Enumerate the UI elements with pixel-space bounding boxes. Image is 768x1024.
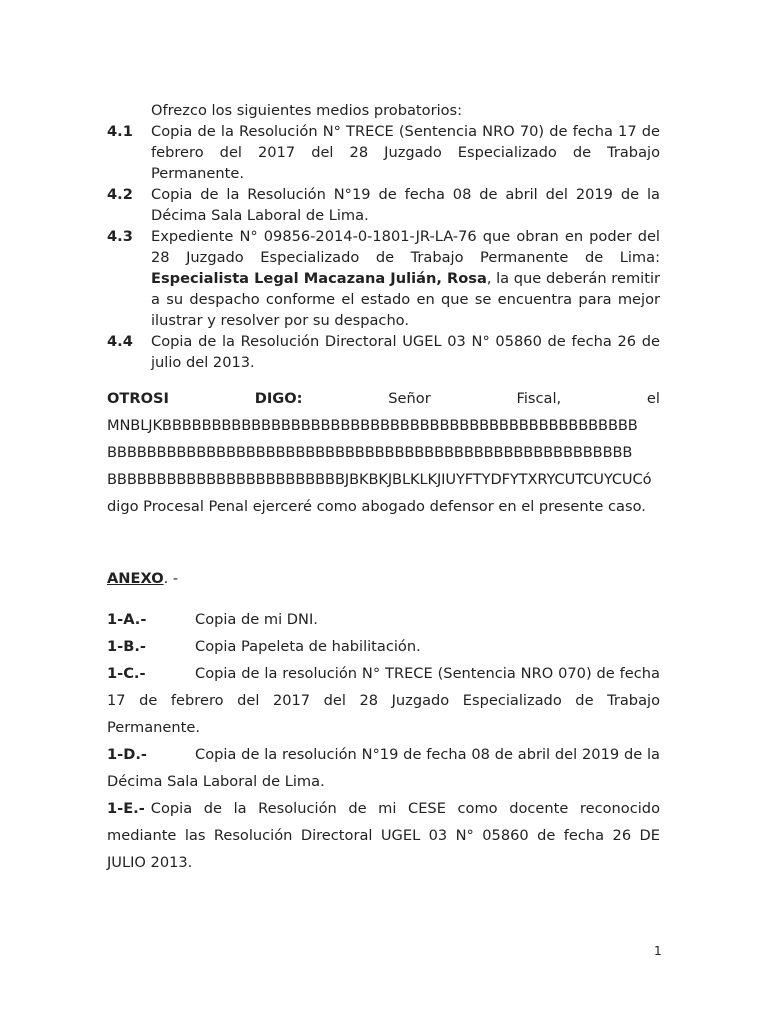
anexo-suffix: . - bbox=[163, 570, 179, 587]
anexo-item bbox=[107, 633, 660, 660]
anexo-item bbox=[107, 741, 660, 795]
item-text: Copia de la Resolución N°19 de fecha 08 de abril del 2019 de la Décima Sala Laboral de Lima. bbox=[151, 186, 660, 224]
otrosi-first-line bbox=[107, 385, 660, 412]
item-text bbox=[151, 226, 660, 331]
page-number: 1 bbox=[654, 944, 662, 958]
document-page bbox=[107, 100, 660, 876]
anexo-label: 1-A.- bbox=[107, 611, 147, 628]
evidence-item bbox=[107, 226, 660, 331]
otrosi-line: BBBBBBBBBBBBBBBBBBBBBBBBJBKBKJBLKLKJIUYFTYDFYTXRYCUTCUYCUCó bbox=[107, 471, 652, 488]
anexo-text: Copia de la Resolución de mi CESE como docente reconocido mediante las Resolución Directoral UGEL 03 N° 05860 de fecha 26 DE JULIO 2013. bbox=[107, 800, 660, 871]
fiscal-word: Fiscal, bbox=[516, 390, 562, 407]
otrosi-line: MNBLJKBBBBBBBBBBBBBBBBBBBBBBBBBBBBBBBBBBBBBBBBBBBBBBBB bbox=[107, 417, 638, 434]
anexo-item bbox=[107, 795, 660, 876]
evidence-item bbox=[107, 121, 660, 184]
anexo-list bbox=[107, 606, 660, 876]
item-text: Copia de la Resolución N° TRECE (Sentencia NRO 70) de fecha 17 de febrero del 2017 del 28 Juzgado Especializado de Trabajo Permanente. bbox=[151, 123, 660, 182]
otrosi-paragraph bbox=[107, 385, 660, 520]
item-number: 4.2 bbox=[107, 186, 133, 203]
item-number: 4.3 bbox=[107, 228, 133, 245]
item-text-before: Expediente N° 09856-2014-0-1801-JR-LA-76 que obran en poder del 28 Juzgado Especializado de Trabajo Permanente de Lima: bbox=[151, 228, 660, 266]
anexo-label: 1-B.- bbox=[107, 638, 146, 655]
item-number: 4.1 bbox=[107, 123, 133, 140]
item-number: 4.4 bbox=[107, 333, 133, 350]
anexo-title: ANEXO bbox=[107, 570, 164, 587]
item-text: Copia de la Resolución Directoral UGEL 03 N° 05860 de fecha 26 de julio del 2013. bbox=[151, 333, 660, 371]
intro-text: Ofrezco los siguientes medios probatorios: bbox=[151, 102, 463, 119]
anexo-item bbox=[107, 606, 660, 633]
anexo-label: 1-C.- bbox=[107, 665, 146, 682]
anexo-item bbox=[107, 660, 660, 741]
item-text-bold: Especialista Legal Macazana Julián, Rosa bbox=[151, 270, 487, 287]
item-text-after: , la que deberán remitir a su despacho conforme el estado en que se encuentra para mejor ilustrar y resolver por su despacho. bbox=[151, 270, 660, 329]
anexo-label: 1-E.- bbox=[107, 800, 145, 817]
el-word: el bbox=[646, 390, 660, 407]
evidence-item bbox=[107, 184, 660, 226]
otrosi-word: OTROSI bbox=[107, 390, 169, 407]
otrosi-line: BBBBBBBBBBBBBBBBBBBBBBBBBBBBBBBBBBBBBBBBBBBBBBBBBBBBB bbox=[107, 444, 633, 461]
digo-word: DIGO: bbox=[254, 390, 303, 407]
anexo-heading bbox=[107, 565, 660, 592]
evidence-item bbox=[107, 331, 660, 373]
anexo-text: Copia Papeleta de habilitación. bbox=[195, 638, 421, 655]
otrosi-rest: digo Procesal Penal ejerceré como abogado defensor en el presente caso. bbox=[107, 498, 646, 515]
senor-word: Señor bbox=[388, 390, 431, 407]
anexo-label: 1-D.- bbox=[107, 746, 147, 763]
anexo-text: Copia de la resolución N°19 de fecha 08 de abril del 2019 de la Décima Sala Laboral de Lima. bbox=[107, 746, 660, 790]
anexo-text: Copia de la resolución N° TRECE (Sentencia NRO 070) de fecha 17 de febrero del 2017 del 28 Juzgado Especializado de Trabajo Permanente. bbox=[107, 665, 660, 736]
anexo-text: Copia de mi DNI. bbox=[195, 611, 318, 628]
